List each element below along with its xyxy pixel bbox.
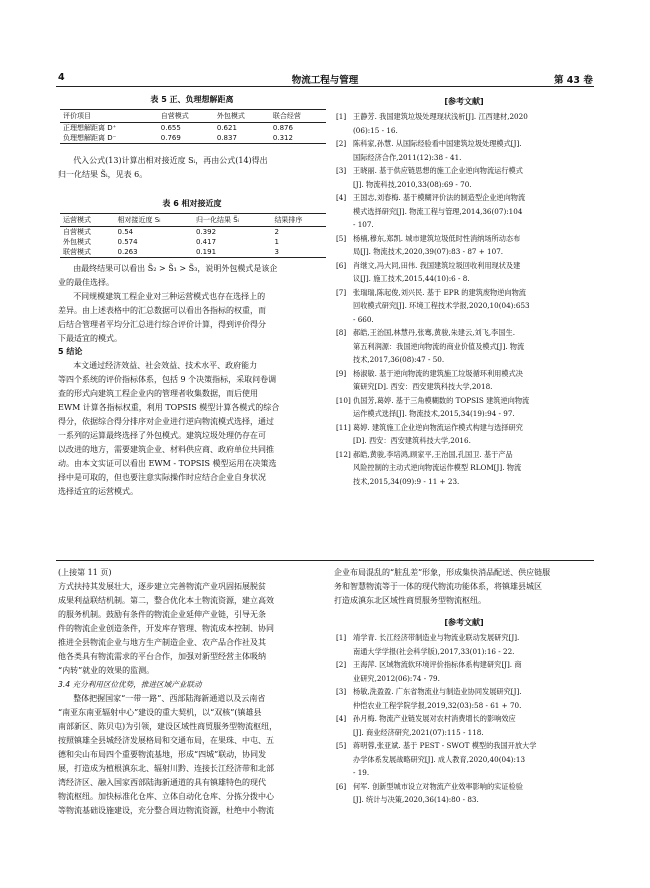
reference-item bbox=[336, 137, 594, 164]
table6-header: 归一化结果 S̃ᵢ bbox=[193, 214, 271, 227]
table-cell: 外包模式 bbox=[63, 238, 91, 246]
reference-text: [D]. 西安：西安建筑科技大学,2016. bbox=[353, 436, 471, 445]
table-cell: 0.655 bbox=[160, 124, 181, 132]
reference-list-bottom bbox=[336, 631, 594, 807]
reference-item bbox=[336, 712, 594, 739]
reference-number: [9] bbox=[336, 368, 347, 378]
text-line: 查的形式向建筑工程企业内的管理者收集数据，而后使用 bbox=[58, 389, 258, 398]
text-line: 整体把握国家“一带一路”、西部陆海新通道以及云南省 bbox=[73, 694, 266, 703]
reference-number: [8] bbox=[336, 328, 347, 337]
table-cell: 0.574 bbox=[117, 238, 138, 246]
text-line: 南部新区、陈贝屯)为引领，建设区域性商贸服务型物流枢纽， bbox=[58, 722, 278, 731]
table-cell: 0.54 bbox=[117, 228, 134, 236]
text-line: EWM 计算各指标权重，利用 TOPSIS 模型计算各模式的综合 bbox=[58, 403, 280, 412]
section-divider bbox=[56, 560, 594, 561]
table5-caption: 表 5 正、负理想解距离 bbox=[150, 95, 234, 104]
reference-text: 葛婷. 建筑施工企业逆向物流运作模式构建与选择研究 bbox=[353, 422, 523, 432]
table-row bbox=[60, 247, 326, 258]
text-line: 物流枢纽。加快标准化仓库、立体自动化仓库、分拣分拨中心 bbox=[58, 792, 274, 801]
reference-text: 议[J]. 施工技术,2015,44(10):6 - 8. bbox=[353, 274, 470, 283]
reference-text: 技术,2017,36(08):47 - 50. bbox=[353, 355, 445, 364]
text-line: 得分，依据综合得分排序对企业进行逆向物流模式选择，通过 bbox=[58, 417, 274, 426]
table-row bbox=[60, 123, 326, 134]
table6-caption: 表 6 相对接近度 bbox=[162, 199, 222, 208]
text-line: 推进全县物流企业与地方生产制造企业、农产品合作社及其 bbox=[58, 638, 266, 647]
table-row bbox=[60, 133, 326, 144]
text-line: 他各类具有物流需求的平台合作，加强对新型经营主体吸纳 bbox=[58, 652, 266, 661]
table6 bbox=[60, 213, 326, 258]
reference-item bbox=[336, 739, 594, 780]
reference-text: 局[J]. 物流技术,2020,39(07):83 - 87 + 107. bbox=[353, 247, 504, 256]
reference-number: [6] bbox=[336, 781, 347, 791]
table-cell: 正理想解距离 D⁺ bbox=[63, 124, 117, 132]
reference-text: 仲恺农业工程学院学报,2019,32(03):58 - 61 + 70. bbox=[353, 700, 522, 710]
text-line: 择中是可取的，但也要注意实际操作时应结合企业自身状况 bbox=[58, 473, 266, 482]
text-line: 差异。由上述表格中的汇总数据可以看出各指标的权重，而 bbox=[58, 306, 266, 315]
reference-text: - 19. bbox=[353, 768, 370, 777]
reference-text: 技术,2015,34(09):9 - 11 + 23. bbox=[353, 476, 460, 486]
reference-text: 何军. 创新型城市设立对物流产业效率影响的实证检验 bbox=[353, 781, 523, 791]
reference-number: [1] bbox=[336, 112, 347, 121]
reference-item bbox=[336, 326, 594, 367]
table-cell: 0.769 bbox=[158, 133, 214, 144]
reference-text: [J]. 统计与决策,2020,36(14):80 - 83. bbox=[353, 795, 479, 804]
reference-number: [1] bbox=[336, 633, 347, 642]
table5 bbox=[60, 109, 326, 144]
paragraph-before-table6 bbox=[58, 154, 326, 182]
reference-number: [6] bbox=[336, 260, 347, 270]
text-line: 代入公式(13)计算出相对接近度 Sᵢ，再由公式(14)得出 bbox=[73, 156, 268, 165]
text-line: 德和尖山布局四个重要物流基地，形成“四城”联动，协同发 bbox=[58, 750, 267, 759]
reference-text: 仇国芳,葛婷. 基于三角模糊数的 TOPSIS 建筑逆向物流 bbox=[353, 395, 530, 405]
page-number: 4 bbox=[58, 72, 65, 83]
continued-note: (上接第 11 页) bbox=[58, 568, 112, 577]
reference-item bbox=[336, 658, 594, 685]
text-line: 打造成滇东北区域性商贸服务型物流枢纽。 bbox=[334, 596, 486, 605]
reference-text: 国际经济合作,2011(12):38 - 41. bbox=[353, 152, 462, 162]
text-line: 件的物流企业创造条件，开发库存管理、物流成本控制、协同 bbox=[58, 624, 274, 633]
reference-text: 郝皓,黄骏,李培鸿,顾家平,王治国,孔国卫. 基于产品 bbox=[353, 449, 513, 459]
reference-number: [3] bbox=[336, 687, 347, 696]
reference-text: 运作模式选择[J]. 物流技术,2015,34(19):94 - 97. bbox=[353, 409, 515, 418]
reference-item bbox=[336, 110, 594, 137]
text-line: 本文通过经济效益、社会效益、技术水平、政府能力 bbox=[73, 361, 258, 370]
text-line: 展，打造成为植根滇东北、辐射川黔、连接长江经济带和北部 bbox=[58, 764, 274, 773]
text-line: 以改进的地方，需要建筑企业、材料供应商、政府单位共同推 bbox=[58, 445, 274, 454]
reference-number: [12] bbox=[336, 449, 351, 459]
reference-text: 策研究[D]. 西安：西安建筑科技大学,2018. bbox=[353, 382, 493, 391]
reference-text: 杨淑敏. 基于逆向物流的建筑施工垃圾循环利用模式决 bbox=[353, 368, 523, 378]
table-cell: 0.837 bbox=[214, 133, 270, 144]
reference-list bbox=[336, 110, 594, 488]
table-cell: 3 bbox=[271, 247, 326, 258]
reference-text: - 660. bbox=[353, 314, 374, 324]
table-cell: 0.312 bbox=[270, 133, 326, 144]
reference-text: (06):15 - 16. bbox=[353, 125, 398, 135]
text-line: 后结合管理者平均分汇总进行综合评价计算，得到评价得分 bbox=[58, 320, 266, 329]
text-line: 的服务机制。鼓励有条件的物流企业延伸产业链，引导无条 bbox=[58, 610, 266, 619]
text-line: 湾经济区、融入国家西部陆海新通道的具有镇雄特色的现代 bbox=[58, 778, 266, 787]
reference-item bbox=[336, 780, 594, 807]
section-heading-conclusion: 5 结论 bbox=[58, 347, 83, 356]
table-cell: 0.417 bbox=[195, 238, 217, 246]
text-line: 下最适宜的模式。 bbox=[58, 334, 122, 343]
reference-text: 杨楠,穆东,郑凯. 城市建筑垃圾低时性消纳场所动态布 bbox=[353, 233, 521, 243]
text-line: 成果利益联结机制。第二，整合优化本土物流资源，建立高效 bbox=[58, 596, 274, 605]
reference-number: [4] bbox=[336, 714, 347, 723]
reference-item bbox=[336, 286, 594, 327]
references-title-bottom: [参考文献] bbox=[444, 618, 484, 627]
reference-text: 回收模式研究[J]. 环境工程技术学报,2020,10(04):653 bbox=[353, 301, 530, 310]
table-cell: 0.392 bbox=[195, 228, 217, 236]
reference-item bbox=[336, 394, 594, 421]
journal-title: 物流工程与管理 bbox=[291, 75, 359, 86]
table6-header: 结果排序 bbox=[271, 214, 326, 227]
table-row bbox=[60, 237, 326, 247]
text-line: “南亚东南亚辐射中心”建设的重大契机，以“双核”(镇雄县 bbox=[58, 708, 262, 717]
references-title: [参考文献] bbox=[444, 97, 484, 106]
reference-item bbox=[336, 421, 594, 448]
table-cell: 0.876 bbox=[272, 124, 293, 132]
text-line: 归一化结果 S̃ᵢ，见表 6。 bbox=[58, 170, 148, 179]
reference-item bbox=[336, 232, 594, 259]
table5-header: 评价项目 bbox=[60, 110, 158, 123]
reference-number: [10] bbox=[336, 395, 351, 405]
table6-header-row bbox=[60, 214, 326, 227]
reference-text: 靖学青. 长江经济带制造业与物流业联动发展研究[J]. bbox=[353, 633, 520, 642]
reference-number: [4] bbox=[336, 193, 347, 202]
reference-item bbox=[336, 448, 594, 489]
text-line: 不同规模建筑工程企业对三种运营模式也存在选择上的 bbox=[73, 292, 266, 301]
text-line: 等物流基础设施建设，充分整合周边物流资源，杜绝中小物流 bbox=[58, 806, 274, 815]
table-cell: 负理想解距离 D⁻ bbox=[60, 133, 158, 144]
text-line: 选择适宜的运营模式。 bbox=[58, 487, 138, 496]
text-line: “内转”就业的效果的监测。 bbox=[58, 666, 155, 675]
reference-number: [11] bbox=[336, 422, 351, 432]
text-line: 业的最佳选择。 bbox=[58, 278, 114, 287]
reference-text: 杨敏,洗盈盈. 广东省物流业与制造业协同发展研究[J]. bbox=[353, 687, 522, 696]
reference-text: 王国志,刘春梅. 基于模糊评价法的制造型企业逆向物流 bbox=[353, 193, 526, 202]
table5-header-row bbox=[60, 110, 326, 123]
reference-text: 业研究,2012(06):74 - 79. bbox=[353, 673, 440, 683]
text-line: 务和智慧物流等于一体的现代物流功能体系，将镇雄县城区 bbox=[334, 582, 542, 591]
reference-text: 蒋明蓉,张亚斌. 基于 PEST - SWOT 模型的我国开放大学 bbox=[353, 741, 537, 750]
paragraph-after-table6 bbox=[58, 262, 326, 346]
reference-item bbox=[336, 685, 594, 712]
text-line: 一系列的运算最终选择了外包模式。建筑垃圾处理仍存在可 bbox=[58, 431, 266, 440]
reference-text: 陈科家,孙慧. 从国际经验看中国建筑垃圾处理模式[J]. bbox=[353, 139, 522, 148]
reference-text: 郝皓,王治国,林慧丹,张骞,黄骏,朱建云,刘飞,李国生. bbox=[353, 328, 516, 337]
reference-item bbox=[336, 631, 594, 658]
text-line: 方式扶持其发展壮大，逐步建立完善物流产业巩固拓展脱贫 bbox=[58, 582, 266, 591]
table-cell: 1 bbox=[274, 238, 279, 246]
reference-text: 模式选择研究[J]. 物流工程与管理,2014,36(07):104 bbox=[353, 206, 523, 216]
bottom-right-paragraph bbox=[334, 566, 594, 608]
reference-text: [J]. 商业经济研究,2021(07):115 - 118. bbox=[353, 727, 484, 737]
reference-number: [7] bbox=[336, 287, 347, 297]
reference-item bbox=[336, 367, 594, 394]
reference-text: 第五利润源：我国逆向物流的商业价值及模式[J]. 物流 bbox=[353, 341, 525, 351]
text-line: 企业布局混乱的“脏乱差”形象，形成集快消品配送、供应链服 bbox=[334, 568, 551, 577]
reference-text: 肖继文,冯大同,田伟. 我国建筑垃圾回收利用现状及建 bbox=[353, 260, 521, 270]
table-row bbox=[60, 227, 326, 238]
table-cell: 0.263 bbox=[115, 247, 193, 258]
reference-text: - 107. bbox=[353, 220, 374, 229]
table-cell: 联营模式 bbox=[60, 247, 115, 258]
reference-text: 风险控制的主动式逆向物流运作模型 RLOM[J]. 物流 bbox=[353, 463, 522, 472]
reference-text: [J]. 物流科技,2010,33(08):69 - 70. bbox=[353, 179, 472, 189]
text-line: 等四个系统的评价指标体系，包括 9 个决策指标，采取问卷调 bbox=[58, 375, 277, 384]
subsection-heading: 3.4 充分利用区位优势，推进区域产业联动 bbox=[58, 680, 202, 689]
table5-header: 联合经营 bbox=[270, 110, 326, 123]
reference-number: [2] bbox=[336, 139, 347, 148]
continued-section bbox=[58, 566, 326, 678]
reference-text: 张瑞瑞,陈起俊,刘兴民. 基于 EPR 的建筑废物逆向物流 bbox=[353, 287, 526, 297]
header-rule bbox=[56, 86, 594, 87]
reference-item bbox=[336, 259, 594, 286]
table-cell: 0.621 bbox=[216, 124, 237, 132]
reference-item bbox=[336, 164, 594, 191]
reference-number: [2] bbox=[336, 660, 347, 669]
reference-text: 王晓丽. 基于供应链思想的施工企业逆向物流运行模式 bbox=[353, 166, 523, 175]
volume-label: 第 43 卷 bbox=[554, 75, 593, 86]
table-cell: 2 bbox=[274, 228, 279, 236]
reference-text: 孙月梅. 物流产业链发展对农村消费增长的影响效应 bbox=[353, 714, 516, 723]
table6-header: 运营模式 bbox=[60, 214, 115, 227]
reference-item bbox=[336, 191, 594, 232]
reference-number: [3] bbox=[336, 166, 347, 175]
table5-header: 外包模式 bbox=[214, 110, 270, 123]
table-cell: 自营模式 bbox=[63, 228, 91, 236]
reference-text: 南通大学学报(社会科学版),2017,33(01):16 - 22. bbox=[353, 646, 515, 656]
reference-number: [5] bbox=[336, 741, 347, 750]
text-line: 按照镇雄全县城经济发展格局和交通布局，在果珠、中屯、五 bbox=[58, 736, 274, 745]
table5-header: 自营模式 bbox=[158, 110, 214, 123]
reference-text: 办学体系发展战略研究[J]. 成人教育,2020,40(04):13 bbox=[353, 754, 526, 764]
reference-text: 王海萍. 区域物流软环境评价指标体系构建研究[J]. 商 bbox=[353, 660, 522, 669]
reference-number: [5] bbox=[336, 233, 347, 243]
table6-header: 相对接近度 Sᵢ bbox=[115, 214, 193, 227]
subsection-paragraph bbox=[58, 692, 326, 818]
reference-text: 王静芳. 我国建筑垃圾处理现状浅析[J]. 江西建材,2020 bbox=[353, 112, 528, 121]
conclusion-paragraph bbox=[58, 359, 326, 499]
text-line: 由最终结果可以看出 S̃₂ > S̃₁ > S̃₃，说明外包模式是该企 bbox=[73, 264, 278, 273]
text-line: 动。由本文实证可以看出 EWM - TOPSIS 模型运用在决策选 bbox=[58, 459, 277, 468]
table-cell: 0.191 bbox=[193, 247, 271, 258]
